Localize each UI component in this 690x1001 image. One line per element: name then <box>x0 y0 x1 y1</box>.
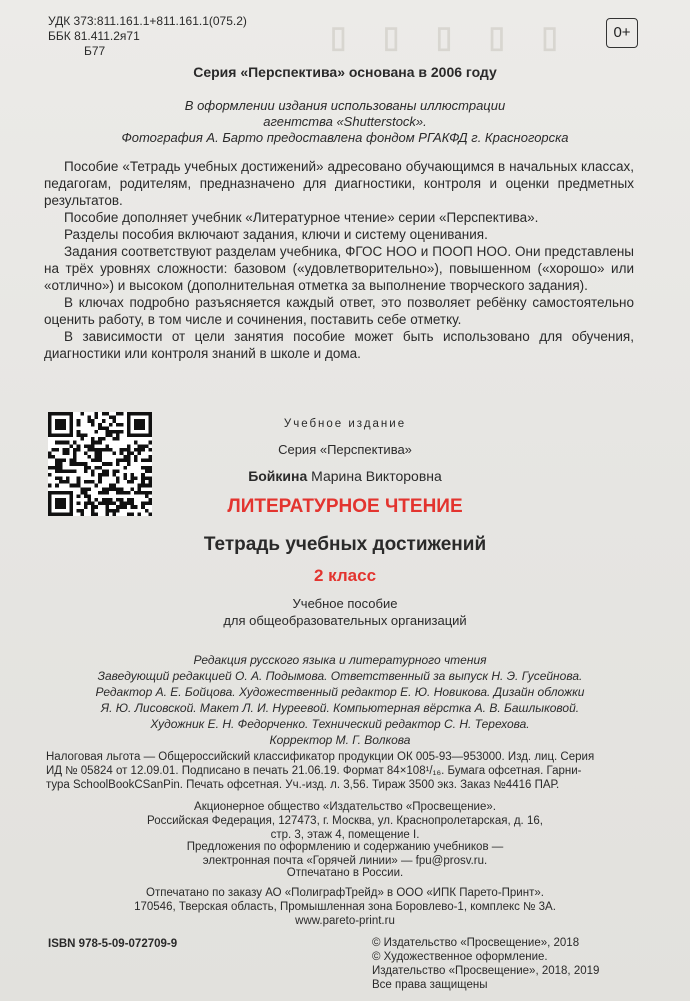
printer-line: Отпечатано по заказу АО «ПолиграфТрейд» в ООО «ИПК Парето-Принт». <box>146 887 544 899</box>
tax-line: Налоговая льгота — Общероссийский классификатор продукции ОК 005-93—953000. Изд. лиц. Серия <box>46 751 595 763</box>
editorial-line: Корректор М. Г. Волкова <box>269 733 411 747</box>
tax-line: тура SchoolBookCSanPin. Печать офсетная. Уч.-изд. л. 3,56. Тираж 3500 экз. Заказ №4416 ПАР. <box>46 779 560 791</box>
author-surname: Бойкина <box>248 468 308 484</box>
copyright-line: Издательство «Просвещение», 2018, 2019 <box>372 965 600 977</box>
publisher-line: стр. 3, этаж 4, помещение I. <box>270 829 420 841</box>
description-paragraph: Пособие дополняет учебник «Литературное чтение» серии «Перспектива». <box>64 210 539 225</box>
edition-type: Учебное издание <box>283 418 407 430</box>
copyright-line: © Издательство «Просвещение», 2018 <box>372 937 580 949</box>
proposals-contact <box>46 840 644 868</box>
isbn: ISBN 978-5-09-072709-9 <box>48 938 178 950</box>
publisher-address <box>46 800 644 842</box>
subject-title: ЛИТЕРАТУРНОЕ ЧТЕНИЕ <box>227 496 463 517</box>
editorial-line: Редакция русского языка и литературного чтения <box>193 653 487 667</box>
udk-line: УДК 373:811.161.1+811.161.1(075.2) <box>48 14 247 28</box>
bbk-line: ББК 81.411.2я71 <box>48 29 140 43</box>
credits-line: В оформлении издания использованы иллюстрации <box>184 98 506 113</box>
publisher-line: Российская Федерация, 127473, г. Москва, ул. Краснопролетарская, д. 16, <box>147 815 543 827</box>
printer-info <box>46 886 644 928</box>
editorial-line: Заведующий редакцией О. А. Подымова. Ответственный за выпуск Н. Э. Гусейнова. <box>97 669 583 683</box>
qr-code-icon[interactable] <box>48 412 152 516</box>
proposals-line: Предложения по оформлению и содержанию учебников — <box>186 841 504 853</box>
credits-line: агентства «Shutterstock». <box>263 114 427 129</box>
grade-label: 2 класс <box>313 566 377 585</box>
age-rating-badge: 0+ <box>606 18 638 48</box>
tax-and-print-details <box>46 750 644 792</box>
publisher-line: Акционерное общество «Издательство «Просвещение». <box>194 801 496 813</box>
classification-codes <box>48 14 247 59</box>
proposals-line: электронная почта «Горячей линии» — fpu@prosv.ru. <box>202 855 488 867</box>
author-sign-line: Б77 <box>84 44 106 58</box>
book-title: Тетрадь учебных достижений <box>203 534 487 555</box>
credits-line: Фотография А. Барто предоставлена фондом РГАКФД г. Красногорска <box>121 130 569 145</box>
description-paragraph: Разделы пособия включают задания, ключи и систему оценивания. <box>64 227 488 242</box>
series-name: Серия «Перспектива» <box>278 442 412 457</box>
author-given-name: Марина Викторовна <box>311 468 442 484</box>
bleed-through-text: ▯ ▯ ▯ ▯ ▯ <box>330 21 572 54</box>
description-paragraph: Пособие «Тетрадь учебных достижений» адресовано обучающимся в начальных классах, педагогам, родителям, предназначено для диагностики, контроля и оценки предметных результатов. <box>44 159 634 208</box>
copyright-line: © Художественное оформление. <box>372 951 548 963</box>
description-paragraph: В зависимости от цели занятия пособие может быть использовано для обучения, диагностики или контроля знаний в школе и дома. <box>44 329 634 361</box>
editorial-line: Редактор А. Е. Бойцова. Художественный редактор Е. Ю. Новикова. Дизайн обложки <box>95 685 585 699</box>
description-paragraph: Задания соответствуют разделам учебника, ФГОС НОО и ПООП НОО. Они представлены на трёх уровнях сложности: базовом («удовлетворительно»), повышенном («хорошо» или «отлично») и высоком (дополнительная отметка за выполнение творческого задания). <box>44 244 634 293</box>
description-paragraph: В ключах подробно разъясняется каждый ответ, это позволяет ребёнку самостоятельно оценить работу, в том числе и сочинения, поставить себе отметку. <box>44 295 634 327</box>
printed-in: Отпечатано в России. <box>286 867 404 879</box>
editorial-line: Художник Е. Н. Федорченко. Технический редактор С. Н. Терехова. <box>150 717 530 731</box>
purpose-line: Учебное пособие <box>292 596 398 611</box>
copyright-line: Все права защищены <box>372 979 488 991</box>
printer-website: www.pareto-print.ru <box>295 915 395 927</box>
editorial-line: Я. Ю. Лисовской. Макет Л. И. Нуреевой. Компьютерная вёрстка А. В. Башлыковой. <box>100 701 580 715</box>
tax-line: ИД № 05824 от 12.09.01. Подписано в печать 21.06.19. Формат 84×108¹/₁₆. Бумага офсетная. Гарни- <box>46 765 582 777</box>
author <box>150 468 540 484</box>
book-description <box>44 158 634 362</box>
editorial-staff <box>40 652 640 748</box>
series-founded: Серия «Перспектива» основана в 2006 году <box>193 64 497 80</box>
purpose-line: для общеобразовательных организаций <box>223 613 467 628</box>
printer-line: 170546, Тверская область, Промышленная зона Боровлево-1, комплекс № 3А. <box>134 901 556 913</box>
illustration-credits <box>0 98 690 146</box>
copyright-block <box>372 936 599 992</box>
